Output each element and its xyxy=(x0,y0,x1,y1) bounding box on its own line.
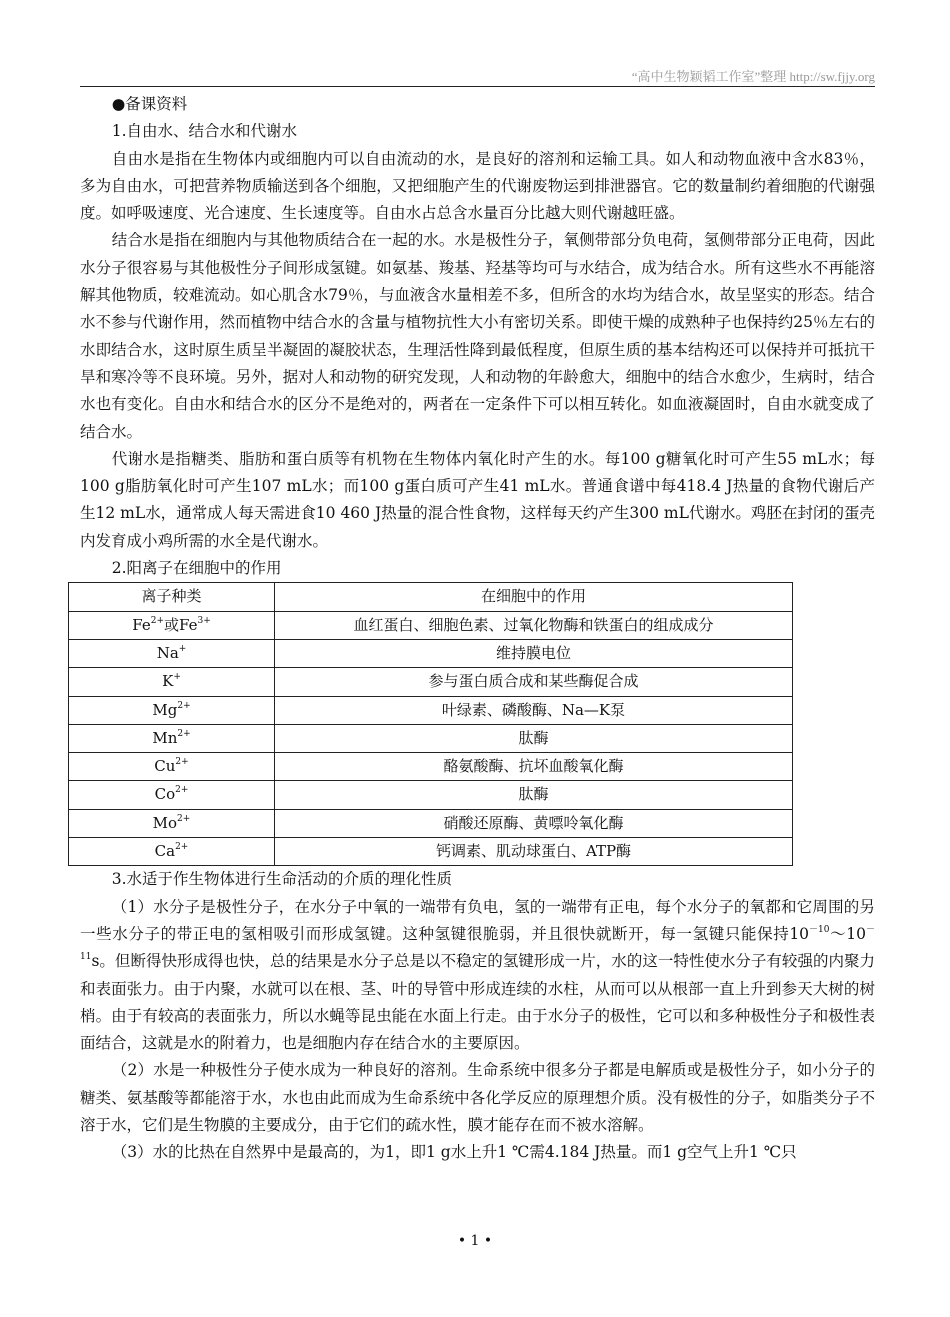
role-cell: 维持膜电位 xyxy=(275,639,793,667)
ion-cell: $Co^{2+}$ xyxy=(69,781,275,809)
ion-cell: $Mg^{2+}$ xyxy=(69,696,275,724)
sec3-title: 3.水适于作生物体进行生命活动的介质的理化性质 xyxy=(111,870,453,889)
ion-cell: $Mn^{2+}$ xyxy=(69,724,275,752)
ion-cell: $Ca^{2+}$ xyxy=(69,838,275,866)
role-cell: 硝酸还原酶、黄嘌呤氧化酶 xyxy=(275,809,793,837)
role-cell: 肽酶 xyxy=(275,781,793,809)
role-cell: 血红蛋白、细胞色素、过氧化物酶和铁蛋白的组成成分 xyxy=(275,611,793,639)
ion-cell: $Fe^{2+}$或$Fe^{3+}$ xyxy=(69,611,275,639)
table-header-role: 在细胞中的作用 xyxy=(275,583,793,611)
role-cell: 参与蛋白质合成和某些酶促合成 xyxy=(275,668,793,696)
table-row xyxy=(69,668,793,696)
sec3-paragraph-1: （1）水分子是极性分子，在水分子中氧的一端带有负电，氢的一端带有正电，每个水分子的氧都和它周围的另一些水分子的带正电的氢相吸引而形成氢键。这种氢键很脆弱，并且很快就断开，每一氢键只能保持$10^{-10}\sim 10^{-11}s$。但断得快形成得也快，总的结果是水分子总是以不稳定的氢键形成一片，水的这一特性使水分子有较强的内聚力和表面张力。由于内聚，水就可以在根、茎、叶的导管中形成连续的水柱，从而可以从根部一直上升到参天大树的树梢。由于有较高的表面张力，所以水蝇等昆虫能在水面上行走。由于水分子的极性，它可以和多种极性分子和极性表面结合，这就是水的附着力，也是细胞内存在结合水的主要原因。 xyxy=(80,897,875,1053)
sec2-title: 2.阳离子在细胞中的作用 xyxy=(111,559,282,578)
sec1-paragraph-free-water: 自由水是指在生物体内或细胞内可以自由流动的水，是良好的溶剂和运输工具。如人和动物血液中含水83％，多为自由水，可把营养物质输送到各个细胞，又把细胞产生的代谢废物运到排泄器官。它的数量制约着细胞的代谢强度。如呼吸速度、光合速度、生长速度等。自由水占总含水量百分比越大则代谢越旺盛。 xyxy=(80,149,875,223)
role-cell: 叶绿素、磷酸酶、Na—K泵 xyxy=(275,696,793,724)
sec1-paragraph-metabolic-water: 代谢水是指糖类、脂肪和蛋白质等有机物在生物体内氧化时产生的水。每100 g糖氧化时可产生55 mL水；每100 g脂肪氧化时可产生107 mL水；而100 g蛋白质可产生41 mL水。普通食谱中每418.4 J热量的食物代谢后产生12 mL水，通常成人每天需进食10 460 J热量的混合性食物，这样每天约产生300 mL代谢水。鸡胚在封闭的蛋壳内发育成小鸡所需的水全是代谢水。 xyxy=(80,449,875,550)
header-rule xyxy=(80,86,875,87)
ion-cell: $Cu^{2+}$ xyxy=(69,753,275,781)
table-row xyxy=(69,838,793,866)
ion-cell: $Mo^{2+}$ xyxy=(69,809,275,837)
table-row xyxy=(69,724,793,752)
section-title: ●备课资料 xyxy=(111,95,188,113)
sec3-paragraph-2: （2）水是一种极性分子使水成为一种良好的溶剂。生命系统中很多分子都是电解质或是极性分子，如小分子的糖类、氨基酸等都能溶于水，水也由此而成为生命系统中各化学反应的原理想介质。没有极性的分子，如脂类分子不溶于水，它们是生物膜的主要成分，由于它们的疏水性，膜才能存在而不被水溶解。 xyxy=(80,1061,875,1134)
ion-cell: Na+ xyxy=(69,639,275,667)
sec1-paragraph-bound-water: 结合水是指在细胞内与其他物质结合在一起的水。水是极性分子，氧侧带部分负电荷，氢侧带部分正电荷，因此水分子很容易与其他极性分子间形成氢键。如氨基、羧基、羟基等均可与水结合，成为结合水。所有这些水不再能溶解其他物质，较难流动。如心肌含水79％，与血液含水量相差不多，但所含的水均为结合水，故呈坚实的形态。结合水不参与代谢作用，然而植物中结合水的含量与植物抗性大小有密切关系。即使干燥的成熟种子也保持约25％左右的水即结合水，这时原生质呈半凝固的凝胶状态，生理活性降到最低程度，但原生质的基本结构还可以保持并可抵抗干旱和寒冷等不良环境。另外，据对人和动物的研究发现，人和动物的年龄愈大，细胞中的结合水愈少，生病时，结合水也有变化。自由水和结合水的区分不是绝对的，两者在一定条件下可以相互转化。如血液凝固时，自由水就变成了结合水。 xyxy=(80,231,875,441)
table-header-row xyxy=(69,583,793,611)
table-header-ion: 离子种类 xyxy=(69,583,275,611)
role-cell: 钙调素、肌动球蛋白、ATP酶 xyxy=(275,838,793,866)
cation-table xyxy=(68,582,793,866)
table-row xyxy=(69,781,793,809)
ion-cell: K+ xyxy=(69,668,275,696)
table-row xyxy=(69,696,793,724)
role-cell: 酪氨酸酶、抗坏血酸氧化酶 xyxy=(275,753,793,781)
role-cell: 肽酶 xyxy=(275,724,793,752)
table-row xyxy=(69,809,793,837)
sec1-title: 1.自由水、结合水和代谢水 xyxy=(111,122,298,141)
page-header: “高中生物颖韬工作室”整理 http://sw.fjjy.org xyxy=(631,69,875,84)
table-row xyxy=(69,611,793,639)
sec3-paragraph-3: （3）水的比热在自然界中是最高的，为1，即1 g水上升1 ℃需4.184 J热量。而1 g空气上升1 ℃只 xyxy=(111,1143,797,1162)
document-body xyxy=(80,91,875,1167)
table-row xyxy=(69,753,793,781)
table-row xyxy=(69,639,793,667)
page-number: • 1 • xyxy=(457,1233,493,1249)
